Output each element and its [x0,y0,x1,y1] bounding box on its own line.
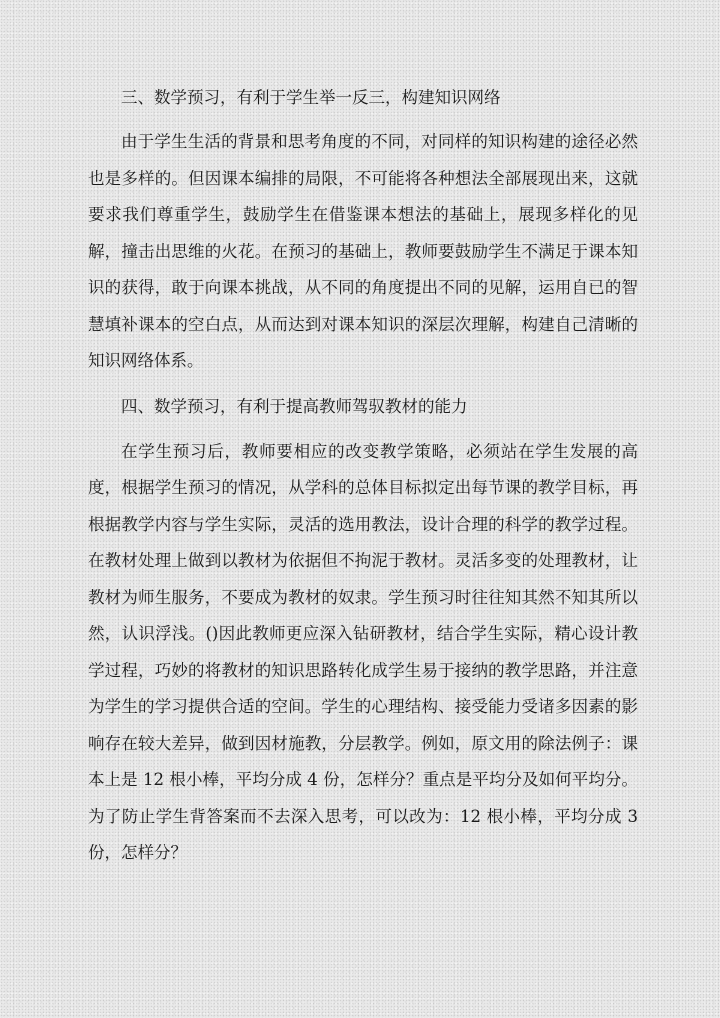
section-paragraph-4: 在学生预习后，教师要相应的改变教学策略，必须站在学生发展的高度，根据学生预习的情况，从学科的总体目标拟定出每节课的教学目标，再根据教学内容与学生实际，灵活的选用教法，设计合理的科学的教学过程。在教材处理上做到以教材为依据但不拘泥于教材。灵活多变的处理教材，让教材为师生服务，不要成为教材的奴隶。学生预习时往往知其然不知其所以然，认识浮浅。()因此教师更应深入钻研教材，结合学生实际，精心设计教学过程，巧妙的将教材的知识思路转化成学生易于接纳的教学思路，并注意为学生的学习提供合适的空间。学生的心理结构、接受能力受诸多因素的影响存在较大差异，做到因材施教，分层教学。例如，原文用的除法例子：课本上是 12 根小棒，平均分成 4 份，怎样分？重点是平均分及如何平均分。为了防止学生背答案而不去深入思考，可以改为：12 根小棒，平均分成 3 份，怎样分？ [88,441,638,862]
section-paragraph-3: 由于学生生活的背景和思考角度的不同，对同样的知识构建的途径必然也是多样的。但因课本编排的局限，不可能将各种想法全部展现出来，这就要求我们尊重学生，鼓励学生在借鉴课本想法的基础上，展现多样化的见解，撞击出思维的火花。在预习的基础上，教师要鼓励学生不满足于课本知识的获得，敢于向课本挑战，从不同的角度提出不同的见解，运用自已的智慧填补课本的空白点，从而达到对课本知识的深层次理解，构建自己清晰的知识网络体系。 [88,132,638,370]
document-body [88,80,638,872]
section-heading-3: 三、数学预习，有利于学生举一反三，构建知识网络 [121,88,501,107]
section-heading-4: 四、数学预习，有利于提高教师驾驭教材的能力 [121,396,468,416]
